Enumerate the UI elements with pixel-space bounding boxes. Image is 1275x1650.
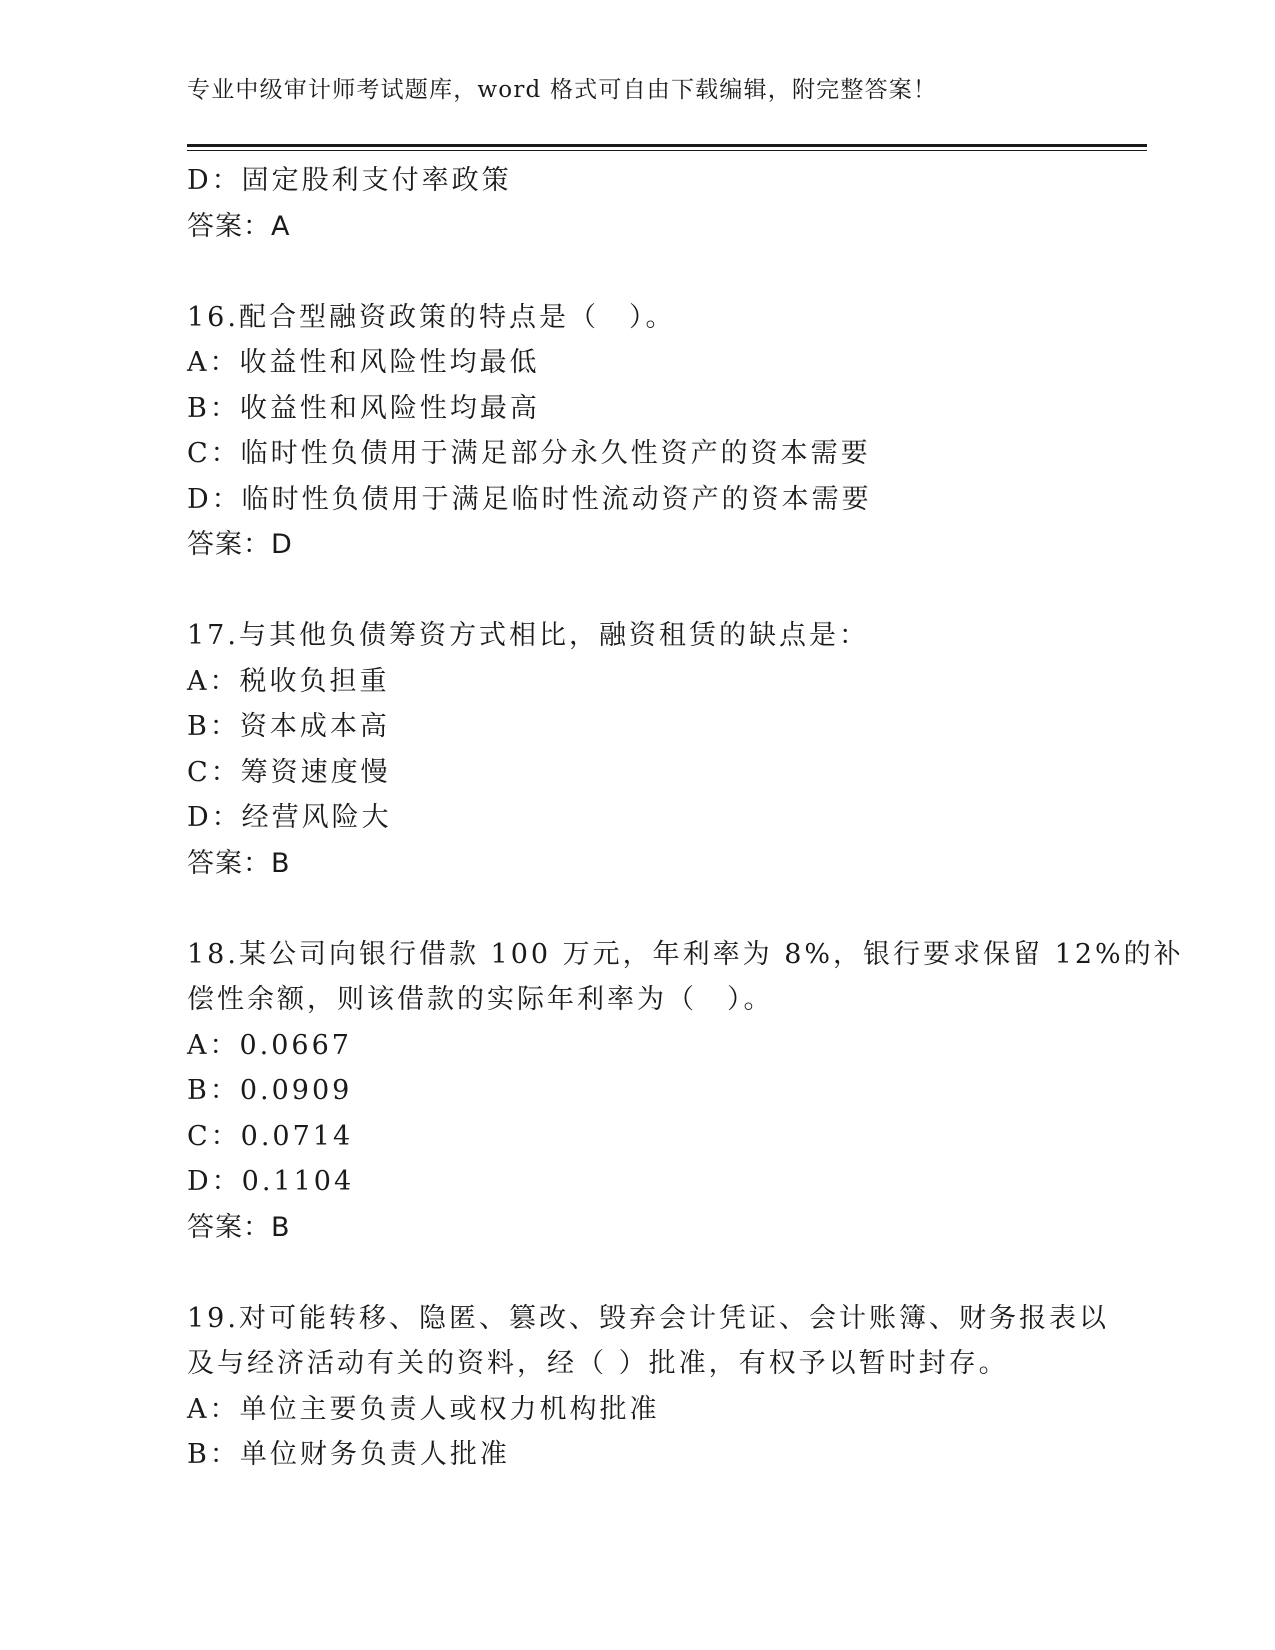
- option-line: D：固定股利支付率政策: [187, 165, 512, 196]
- question-block: [187, 932, 1184, 1251]
- question-stem: 18.某公司向银行借款 100 万元，年利率为 8%，银行要求保留 12%的补: [187, 938, 1184, 970]
- option-line: B：0.0909: [187, 1075, 353, 1106]
- page-header: 专业中级审计师考试题库，word 格式可自由下载编辑，附完整答案！: [187, 77, 938, 103]
- question-block: [187, 613, 1087, 886]
- question-stem: 及与经济活动有关的资料，经（ ）批准，有权予以暂时封存。: [187, 1348, 1009, 1379]
- option-line: A：收益性和风险性均最低: [187, 347, 540, 378]
- option-line: D：0.1104: [187, 1166, 355, 1197]
- question-content: [187, 158, 1184, 1478]
- answer-line: 答案：D: [187, 529, 293, 560]
- option-line: C：筹资速度慢: [187, 756, 391, 788]
- option-line: A：0.0667: [187, 1029, 352, 1061]
- option-line: B：资本成本高: [187, 711, 390, 742]
- option-line: A：税收负担重: [187, 665, 390, 697]
- option-line: C：0.0714: [187, 1120, 354, 1152]
- option-line: B：收益性和风险性均最高: [187, 392, 540, 424]
- question-stem: 19.对可能转移、隐匿、篡改、毁弃会计凭证、会计账簿、财务报表以: [187, 1302, 1109, 1334]
- option-line: D：经营风险大: [187, 802, 392, 833]
- question-block: [187, 1296, 1109, 1478]
- option-line: C：临时性负债用于满足部分永久性资产的资本需要: [187, 438, 871, 469]
- option-line: B：单位财务负责人批准: [187, 1439, 510, 1470]
- question-stem: 16.配合型融资政策的特点是（ ）。: [187, 301, 676, 333]
- question-block: [187, 158, 1087, 249]
- question-block: [187, 295, 1087, 568]
- header-rule-thick: [187, 144, 1147, 147]
- answer-line: 答案：B: [187, 847, 291, 879]
- answer-line: 答案：B: [187, 1211, 291, 1243]
- header-rule-thin: [187, 150, 1147, 151]
- question-stem: 偿性余额，则该借款的实际年利率为（ ）。: [187, 984, 774, 1015]
- option-line: D：临时性负债用于满足临时性流动资产的资本需要: [187, 483, 872, 515]
- answer-line: 答案：A: [187, 210, 291, 242]
- question-stem: 17.与其他负债筹资方式相比，融资租赁的缺点是：: [187, 620, 869, 651]
- option-line: A：单位主要负责人或权力机构批准: [187, 1393, 660, 1425]
